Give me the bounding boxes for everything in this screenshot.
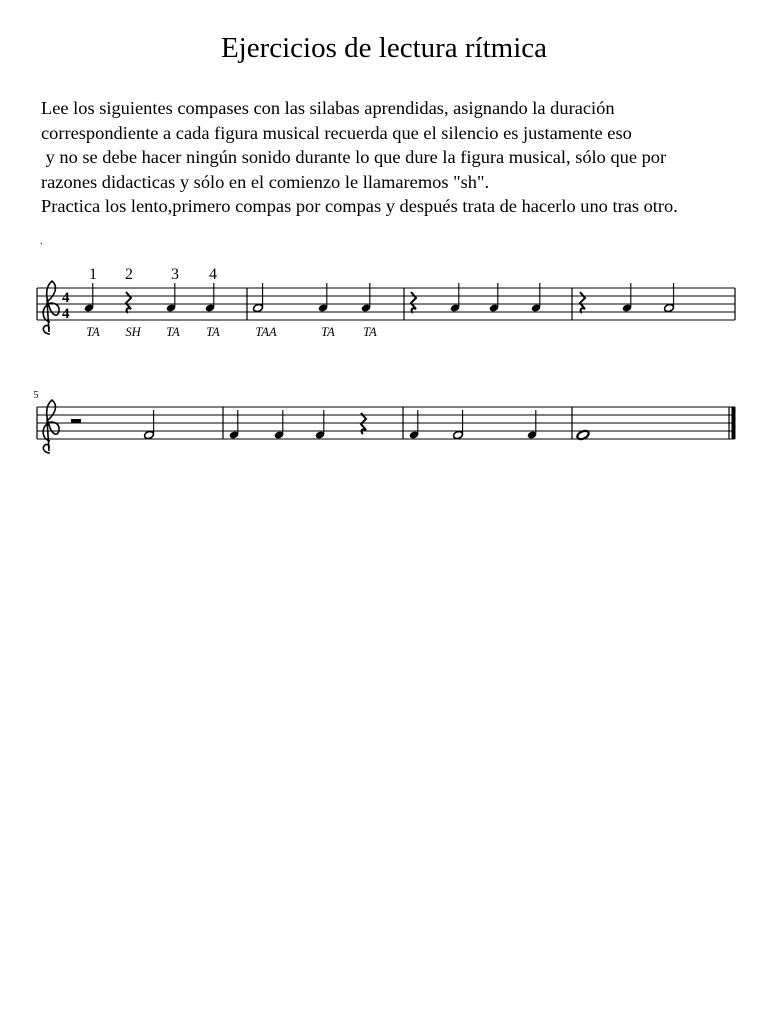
- final-barline: [732, 407, 736, 439]
- half-note: [664, 303, 675, 312]
- syllable: SH: [125, 325, 141, 339]
- instructions-line: razones didacticas y sólo en el comienzo le llamaremos "sh".: [41, 171, 490, 192]
- syllable: TA: [86, 325, 100, 339]
- page-title: Ejercicios de lectura rítmica: [220, 32, 548, 64]
- syllable: TA: [166, 325, 180, 339]
- half-rest-icon: [71, 419, 81, 423]
- count-number: 2: [125, 266, 133, 283]
- instructions-line: y no se debe hacer ningún sonido durante lo que dure la figura musical, sólo que por: [41, 147, 667, 168]
- measure-5: [69, 410, 154, 440]
- count-number: 4: [209, 266, 217, 283]
- staff-system-2: [37, 407, 736, 439]
- count-number: 3: [171, 266, 179, 283]
- instructions-line: correspondiente a cada figura musical recuerda que el silencio es justamente eso: [41, 122, 632, 143]
- time-signature-numerator: 4: [62, 290, 70, 306]
- half-note: [253, 303, 264, 312]
- syllable-lyrics: [86, 325, 377, 339]
- syllable: TAA: [255, 325, 277, 339]
- treble-clef-icon: [43, 400, 59, 453]
- quarter-rest-icon: [126, 292, 131, 313]
- treble-clef-icon: [43, 281, 59, 334]
- staff-lines: [37, 407, 735, 439]
- half-note: [453, 430, 464, 439]
- syllable: TA: [321, 325, 335, 339]
- half-note: [144, 430, 155, 439]
- time-signature-denominator: 4: [62, 306, 70, 322]
- measure-number: 5: [33, 390, 39, 401]
- measure-2: [253, 283, 372, 313]
- quarter-rest-icon: [411, 292, 416, 313]
- measure-6: [229, 410, 366, 440]
- instructions-line: Practica los lento,primero compas por compas y después trata de hacerlo uno tras otro.: [41, 196, 678, 217]
- instructions-line: Lee los siguientes compases con las silabas aprendidas, asignando la duración: [41, 98, 615, 118]
- syllable: TA: [206, 325, 220, 339]
- syllable: TA: [363, 325, 377, 339]
- quarter-rest-icon: [580, 292, 585, 313]
- count-number: 1: [89, 266, 97, 283]
- stray-mark: .: [40, 236, 43, 247]
- measure-7: [409, 410, 537, 440]
